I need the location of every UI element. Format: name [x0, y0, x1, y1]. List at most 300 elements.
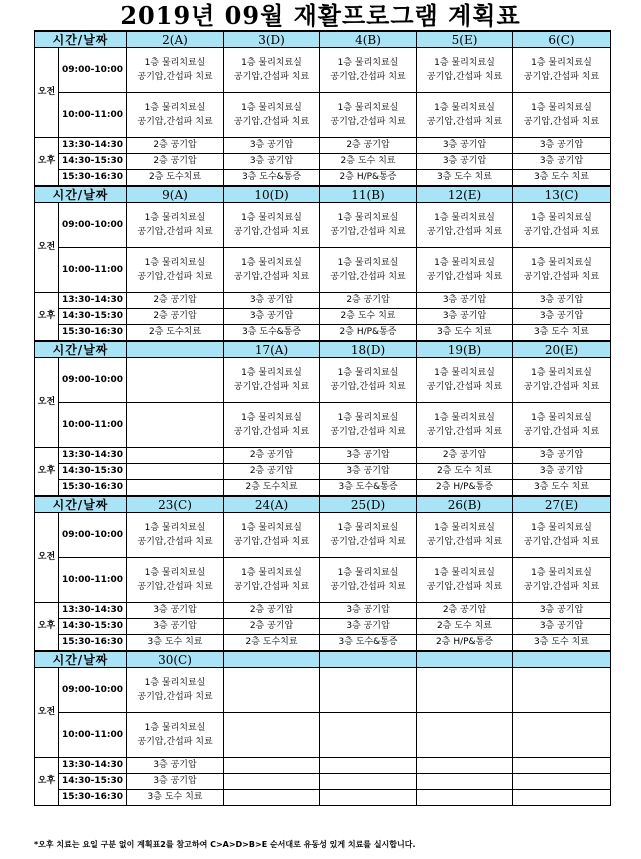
am-row: [35, 48, 611, 93]
time-cell: 10:00-11:00: [59, 403, 127, 448]
date-cell: 4(B): [320, 31, 417, 48]
am-cell: [513, 668, 611, 713]
am-cell: [417, 403, 513, 448]
am-line2: 공기압,간섭파 치료: [523, 382, 600, 392]
am-line1: 1층 물리치료실: [531, 568, 592, 578]
pm-cell: [224, 758, 320, 774]
time-cell: 13:30-14:30: [59, 758, 127, 774]
am-row: [35, 203, 611, 248]
pm-cell: 2층 H/P&통증: [417, 635, 513, 652]
am-line2: 공기압,간섭파 치료: [523, 227, 600, 237]
am-line1: 1층 물리치료실: [434, 213, 495, 223]
am-cell: [127, 203, 224, 248]
am-cell: [224, 513, 320, 558]
am-line1: 1층 물리치료실: [531, 368, 592, 378]
date-cell: 26(B): [417, 496, 513, 513]
am-line2: 공기압,간섭파 치료: [330, 227, 406, 237]
am-line1: 1층 물리치료실: [337, 213, 399, 223]
am-cell: [224, 358, 320, 403]
am-line1: 1층 물리치료실: [337, 258, 399, 268]
pm-cell: [513, 758, 611, 774]
am-line1: 1층 물리치료실: [241, 103, 302, 113]
pm-cell: 2층 도수 치료: [320, 154, 417, 170]
am-cell: [127, 248, 224, 293]
am-cell: [127, 93, 224, 138]
am-line2: 공기압,간섭파 치료: [330, 272, 406, 282]
am-line2: 공기압,간섭파 치료: [137, 227, 213, 237]
am-line2: 공기압,간섭파 치료: [233, 537, 310, 547]
header-label: 시간/날짜: [35, 186, 127, 203]
am-line1: 1층 물리치료실: [434, 413, 495, 423]
am-cell: [127, 403, 224, 448]
am-line2: 공기압,간섭파 치료: [523, 272, 600, 282]
am-line1: 1층 물리치료실: [144, 678, 206, 688]
pm-cell: 2층 공기압: [224, 448, 320, 464]
am-line1: 1층 물리치료실: [241, 58, 302, 68]
pm-cell: [320, 758, 417, 774]
pm-cell: 2층 도수치료: [224, 635, 320, 652]
pm-cell: 3층 도수 치료: [513, 170, 611, 187]
date-cell: 30(C): [127, 651, 224, 668]
am-line2: 공기압,간섭파 치료: [523, 427, 600, 437]
am-line2: 공기압,간섭파 치료: [330, 117, 406, 127]
date-cell: [127, 341, 224, 358]
am-cell: [513, 93, 611, 138]
period-pm: 오후: [35, 603, 59, 652]
pm-row: [35, 309, 611, 325]
am-cell: [224, 713, 320, 758]
am-cell: [513, 513, 611, 558]
time-cell: 10:00-11:00: [59, 558, 127, 603]
time-cell: 14:30-15:30: [59, 619, 127, 635]
am-cell: [513, 203, 611, 248]
time-cell: 13:30-14:30: [59, 293, 127, 309]
am-line2: 공기압,간섭파 치료: [523, 582, 600, 592]
pm-cell: 3층 도수 치료: [513, 325, 611, 342]
period-am: 오전: [35, 668, 59, 758]
time-cell: 10:00-11:00: [59, 93, 127, 138]
week-header-row: [35, 341, 611, 358]
pm-cell: 2층 공기압: [127, 154, 224, 170]
am-line2: 공기압,간섭파 치료: [523, 117, 600, 127]
pm-cell: 2층 공기압: [224, 464, 320, 480]
pm-cell: 3층 공기압: [127, 603, 224, 619]
pm-cell: 2층 도수치료: [224, 480, 320, 497]
am-line1: 1층 물리치료실: [434, 258, 495, 268]
am-line1: 1층 물리치료실: [337, 58, 399, 68]
am-line2: 공기압,간섭파 치료: [426, 272, 503, 282]
am-cell: [224, 558, 320, 603]
date-cell: 18(D): [320, 341, 417, 358]
pm-cell: [417, 758, 513, 774]
date-cell: 9(A): [127, 186, 224, 203]
pm-cell: 2층 공기압: [320, 293, 417, 309]
period-am: 오전: [35, 513, 59, 603]
am-line1: 1층 물리치료실: [144, 58, 206, 68]
am-line2: 공기압,간섭파 치료: [137, 272, 213, 282]
pm-cell: 3층 공기압: [320, 603, 417, 619]
am-cell: [513, 403, 611, 448]
am-line1: 1층 물리치료실: [144, 103, 206, 113]
am-cell: [417, 93, 513, 138]
pm-cell: 3층 도수 치료: [417, 325, 513, 342]
date-cell: 20(E): [513, 341, 611, 358]
pm-cell: 3층 공기압: [513, 138, 611, 154]
am-line2: 공기압,간섭파 치료: [137, 537, 213, 547]
pm-row: [35, 790, 611, 806]
pm-cell: 2층 H/P&통증: [320, 325, 417, 342]
am-cell: [417, 203, 513, 248]
am-line2: 공기압,간섭파 치료: [233, 272, 310, 282]
am-line1: 1층 물리치료실: [337, 523, 399, 533]
am-line1: 1층 물리치료실: [531, 58, 592, 68]
am-cell: [320, 668, 417, 713]
am-cell: [127, 358, 224, 403]
am-line2: 공기압,간섭파 치료: [233, 117, 310, 127]
date-cell: [320, 651, 417, 668]
pm-row: [35, 448, 611, 464]
time-cell: 09:00-10:00: [59, 358, 127, 403]
am-line2: 공기압,간섭파 치료: [137, 692, 213, 702]
pm-cell: 2층 도수 치료: [320, 309, 417, 325]
am-row: [35, 713, 611, 758]
am-line1: 1층 물리치료실: [241, 568, 302, 578]
am-line1: 1층 물리치료실: [337, 103, 399, 113]
am-cell: [320, 713, 417, 758]
am-line1: 1층 물리치료실: [241, 368, 302, 378]
am-cell: [127, 48, 224, 93]
pm-cell: 3층 공기압: [513, 309, 611, 325]
header-label: 시간/날짜: [35, 496, 127, 513]
am-line1: 1층 물리치료실: [241, 523, 302, 533]
pm-cell: 3층 도수&통증: [224, 325, 320, 342]
am-line2: 공기압,간섭파 치료: [233, 582, 310, 592]
schedule-body: [35, 31, 611, 806]
am-cell: [417, 358, 513, 403]
pm-cell: 3층 도수 치료: [513, 480, 611, 497]
am-cell: [513, 248, 611, 293]
date-cell: 27(E): [513, 496, 611, 513]
time-cell: 14:30-15:30: [59, 774, 127, 790]
am-line1: 1층 물리치료실: [144, 213, 206, 223]
time-cell: 10:00-11:00: [59, 248, 127, 293]
am-line1: 1층 물리치료실: [434, 523, 495, 533]
date-cell: 5(E): [417, 31, 513, 48]
am-line2: 공기압,간섭파 치료: [426, 227, 503, 237]
pm-cell: [127, 464, 224, 480]
pm-cell: [417, 790, 513, 806]
am-cell: [320, 403, 417, 448]
pm-cell: 3층 도수 치료: [127, 790, 224, 806]
pm-cell: 2층 공기압: [127, 138, 224, 154]
week-header-row: [35, 186, 611, 203]
am-line2: 공기압,간섭파 치료: [233, 427, 310, 437]
week-header-row: [35, 31, 611, 48]
am-line2: 공기압,간섭파 치료: [137, 117, 213, 127]
am-line2: 공기압,간섭파 치료: [426, 72, 503, 82]
am-line2: 공기압,간섭파 치료: [233, 227, 310, 237]
am-cell: [127, 558, 224, 603]
am-row: [35, 93, 611, 138]
am-line1: 1층 물리치료실: [144, 523, 206, 533]
am-row: [35, 558, 611, 603]
period-am: 오전: [35, 358, 59, 448]
am-line2: 공기압,간섭파 치료: [233, 72, 310, 82]
header-label: 시간/날짜: [35, 31, 127, 48]
am-line2: 공기압,간섭파 치료: [426, 382, 503, 392]
pm-cell: 2층 공기압: [320, 138, 417, 154]
am-cell: [224, 668, 320, 713]
am-line1: 1층 물리치료실: [434, 58, 495, 68]
am-line2: 공기압,간섭파 치료: [330, 427, 406, 437]
pm-cell: 2층 H/P&통증: [320, 170, 417, 187]
am-cell: [513, 48, 611, 93]
pm-row: [35, 758, 611, 774]
pm-cell: 3층 공기압: [417, 309, 513, 325]
period-pm: 오후: [35, 138, 59, 187]
schedule-table: [34, 30, 611, 806]
date-cell: 3(D): [224, 31, 320, 48]
pm-cell: 2층 도수 치료: [417, 464, 513, 480]
pm-cell: 2층 도수 치료: [417, 619, 513, 635]
am-cell: [320, 513, 417, 558]
time-cell: 09:00-10:00: [59, 668, 127, 713]
am-line1: 1층 물리치료실: [337, 413, 399, 423]
time-cell: 13:30-14:30: [59, 603, 127, 619]
am-line1: 1층 물리치료실: [531, 103, 592, 113]
date-cell: 6(C): [513, 31, 611, 48]
am-cell: [513, 558, 611, 603]
pm-cell: 3층 공기압: [224, 138, 320, 154]
time-cell: 14:30-15:30: [59, 464, 127, 480]
am-line1: 1층 물리치료실: [531, 258, 592, 268]
period-am: 오전: [35, 48, 59, 138]
am-cell: [417, 48, 513, 93]
pm-cell: 2층 도수치료: [127, 325, 224, 342]
am-line1: 1층 물리치료실: [144, 723, 206, 733]
pm-row: [35, 170, 611, 187]
am-line2: 공기압,간섭파 치료: [330, 537, 406, 547]
am-line1: 1층 물리치료실: [241, 213, 302, 223]
am-line1: 1층 물리치료실: [144, 568, 206, 578]
time-cell: 10:00-11:00: [59, 713, 127, 758]
am-line1: 1층 물리치료실: [531, 413, 592, 423]
date-cell: 25(D): [320, 496, 417, 513]
time-cell: 13:30-14:30: [59, 138, 127, 154]
am-row: [35, 248, 611, 293]
am-cell: [320, 248, 417, 293]
date-cell: 23(C): [127, 496, 224, 513]
header-label: 시간/날짜: [35, 651, 127, 668]
am-cell: [224, 203, 320, 248]
period-pm: 오후: [35, 293, 59, 342]
pm-cell: 3층 공기압: [513, 619, 611, 635]
am-line2: 공기압,간섭파 치료: [330, 382, 406, 392]
pm-cell: 3층 공기압: [320, 619, 417, 635]
am-cell: [320, 48, 417, 93]
pm-cell: 2층 H/P&통증: [417, 480, 513, 497]
time-cell: 15:30-16:30: [59, 325, 127, 342]
am-line2: 공기압,간섭파 치료: [426, 582, 503, 592]
pm-cell: 3층 도수&통증: [320, 480, 417, 497]
pm-row: [35, 293, 611, 309]
pm-cell: 2층 도수치료: [127, 170, 224, 187]
pm-row: [35, 635, 611, 652]
pm-cell: 3층 공기압: [417, 293, 513, 309]
period-pm: 오후: [35, 758, 59, 806]
am-line2: 공기압,간섭파 치료: [426, 537, 503, 547]
pm-cell: [513, 790, 611, 806]
period-am: 오전: [35, 203, 59, 293]
date-cell: 17(A): [224, 341, 320, 358]
pm-cell: [224, 774, 320, 790]
pm-cell: 3층 공기압: [320, 464, 417, 480]
am-cell: [224, 248, 320, 293]
date-cell: 13(C): [513, 186, 611, 203]
footnote: *오후 치료는 요일 구분 없이 계획표2를 참고하여 C>A>D>B>E 순서대로 유동성 있게 치료를 실시합니다.: [34, 840, 416, 849]
pm-cell: [224, 790, 320, 806]
date-cell: 12(E): [417, 186, 513, 203]
am-row: [35, 403, 611, 448]
pm-row: [35, 138, 611, 154]
date-cell: 24(A): [224, 496, 320, 513]
am-cell: [417, 513, 513, 558]
pm-cell: 3층 공기압: [127, 619, 224, 635]
pm-cell: 3층 공기압: [224, 293, 320, 309]
pm-cell: 3층 공기압: [417, 154, 513, 170]
time-cell: 15:30-16:30: [59, 635, 127, 652]
pm-cell: [417, 774, 513, 790]
am-cell: [417, 248, 513, 293]
am-line2: 공기압,간섭파 치료: [330, 582, 406, 592]
am-cell: [224, 403, 320, 448]
pm-row: [35, 464, 611, 480]
am-line1: 1층 물리치료실: [241, 413, 302, 423]
pm-cell: 3층 공기압: [513, 154, 611, 170]
pm-cell: 2층 공기압: [224, 603, 320, 619]
am-cell: [224, 93, 320, 138]
pm-cell: 3층 공기압: [127, 758, 224, 774]
pm-cell: 3층 도수 치료: [417, 170, 513, 187]
pm-cell: 2층 공기압: [417, 448, 513, 464]
am-cell: [513, 358, 611, 403]
time-cell: 14:30-15:30: [59, 154, 127, 170]
pm-cell: 2층 공기압: [127, 293, 224, 309]
am-row: [35, 513, 611, 558]
date-cell: 10(D): [224, 186, 320, 203]
am-line1: 1층 물리치료실: [337, 568, 399, 578]
pm-cell: 3층 도수&통증: [320, 635, 417, 652]
am-line1: 1층 물리치료실: [531, 523, 592, 533]
am-line2: 공기압,간섭파 치료: [330, 72, 406, 82]
am-line2: 공기압,간섭파 치료: [426, 117, 503, 127]
pm-cell: 3층 도수&통증: [224, 170, 320, 187]
am-line2: 공기압,간섭파 치료: [137, 72, 213, 82]
pm-cell: [320, 774, 417, 790]
am-cell: [320, 93, 417, 138]
pm-cell: 3층 공기압: [320, 448, 417, 464]
time-cell: 15:30-16:30: [59, 790, 127, 806]
am-cell: [320, 558, 417, 603]
am-row: [35, 668, 611, 713]
date-cell: [513, 651, 611, 668]
date-cell: 2(A): [127, 31, 224, 48]
time-cell: 15:30-16:30: [59, 480, 127, 497]
am-cell: [320, 358, 417, 403]
pm-cell: 3층 공기압: [513, 448, 611, 464]
pm-row: [35, 774, 611, 790]
date-cell: [224, 651, 320, 668]
am-cell: [127, 713, 224, 758]
time-cell: 14:30-15:30: [59, 309, 127, 325]
pm-row: [35, 480, 611, 497]
am-cell: [417, 558, 513, 603]
pm-cell: 3층 도수 치료: [513, 635, 611, 652]
pm-cell: 3층 공기압: [513, 603, 611, 619]
pm-cell: 3층 공기압: [127, 774, 224, 790]
am-line1: 1층 물리치료실: [434, 103, 495, 113]
pm-cell: 3층 공기압: [224, 309, 320, 325]
pm-cell: 2층 공기압: [224, 619, 320, 635]
pm-row: [35, 603, 611, 619]
am-line1: 1층 물리치료실: [434, 568, 495, 578]
am-line2: 공기압,간섭파 치료: [426, 427, 503, 437]
am-line1: 1층 물리치료실: [434, 368, 495, 378]
pm-cell: 3층 공기압: [417, 138, 513, 154]
am-line1: 1층 물리치료실: [531, 213, 592, 223]
header-label: 시간/날짜: [35, 341, 127, 358]
am-line2: 공기압,간섭파 치료: [523, 72, 600, 82]
am-cell: [224, 48, 320, 93]
time-cell: 09:00-10:00: [59, 203, 127, 248]
date-cell: 19(B): [417, 341, 513, 358]
time-cell: 15:30-16:30: [59, 170, 127, 187]
week-header-row: [35, 496, 611, 513]
pm-cell: 3층 도수 치료: [127, 635, 224, 652]
pm-cell: 3층 공기압: [513, 464, 611, 480]
time-cell: 13:30-14:30: [59, 448, 127, 464]
time-cell: 09:00-10:00: [59, 48, 127, 93]
am-cell: [127, 513, 224, 558]
pm-cell: [320, 790, 417, 806]
pm-row: [35, 154, 611, 170]
date-cell: [417, 651, 513, 668]
pm-cell: [127, 448, 224, 464]
week-header-row: [35, 651, 611, 668]
am-row: [35, 358, 611, 403]
am-cell: [320, 203, 417, 248]
am-line2: 공기압,간섭파 치료: [137, 582, 213, 592]
pm-cell: [127, 480, 224, 497]
am-line1: 1층 물리치료실: [241, 258, 302, 268]
pm-cell: [513, 774, 611, 790]
time-cell: 09:00-10:00: [59, 513, 127, 558]
period-pm: 오후: [35, 448, 59, 497]
am-cell: [417, 668, 513, 713]
pm-cell: 2층 공기압: [127, 309, 224, 325]
pm-cell: 3층 공기압: [513, 293, 611, 309]
am-cell: [127, 668, 224, 713]
am-line1: 1층 물리치료실: [144, 258, 206, 268]
am-line1: 1층 물리치료실: [337, 368, 399, 378]
date-cell: 11(B): [320, 186, 417, 203]
page-title: 2019년 09월 재활프로그램 계획표: [120, 1, 521, 30]
pm-cell: 3층 공기압: [224, 154, 320, 170]
am-line2: 공기압,간섭파 치료: [137, 737, 213, 747]
pm-cell: 2층 공기압: [417, 603, 513, 619]
pm-row: [35, 325, 611, 342]
am-cell: [417, 713, 513, 758]
